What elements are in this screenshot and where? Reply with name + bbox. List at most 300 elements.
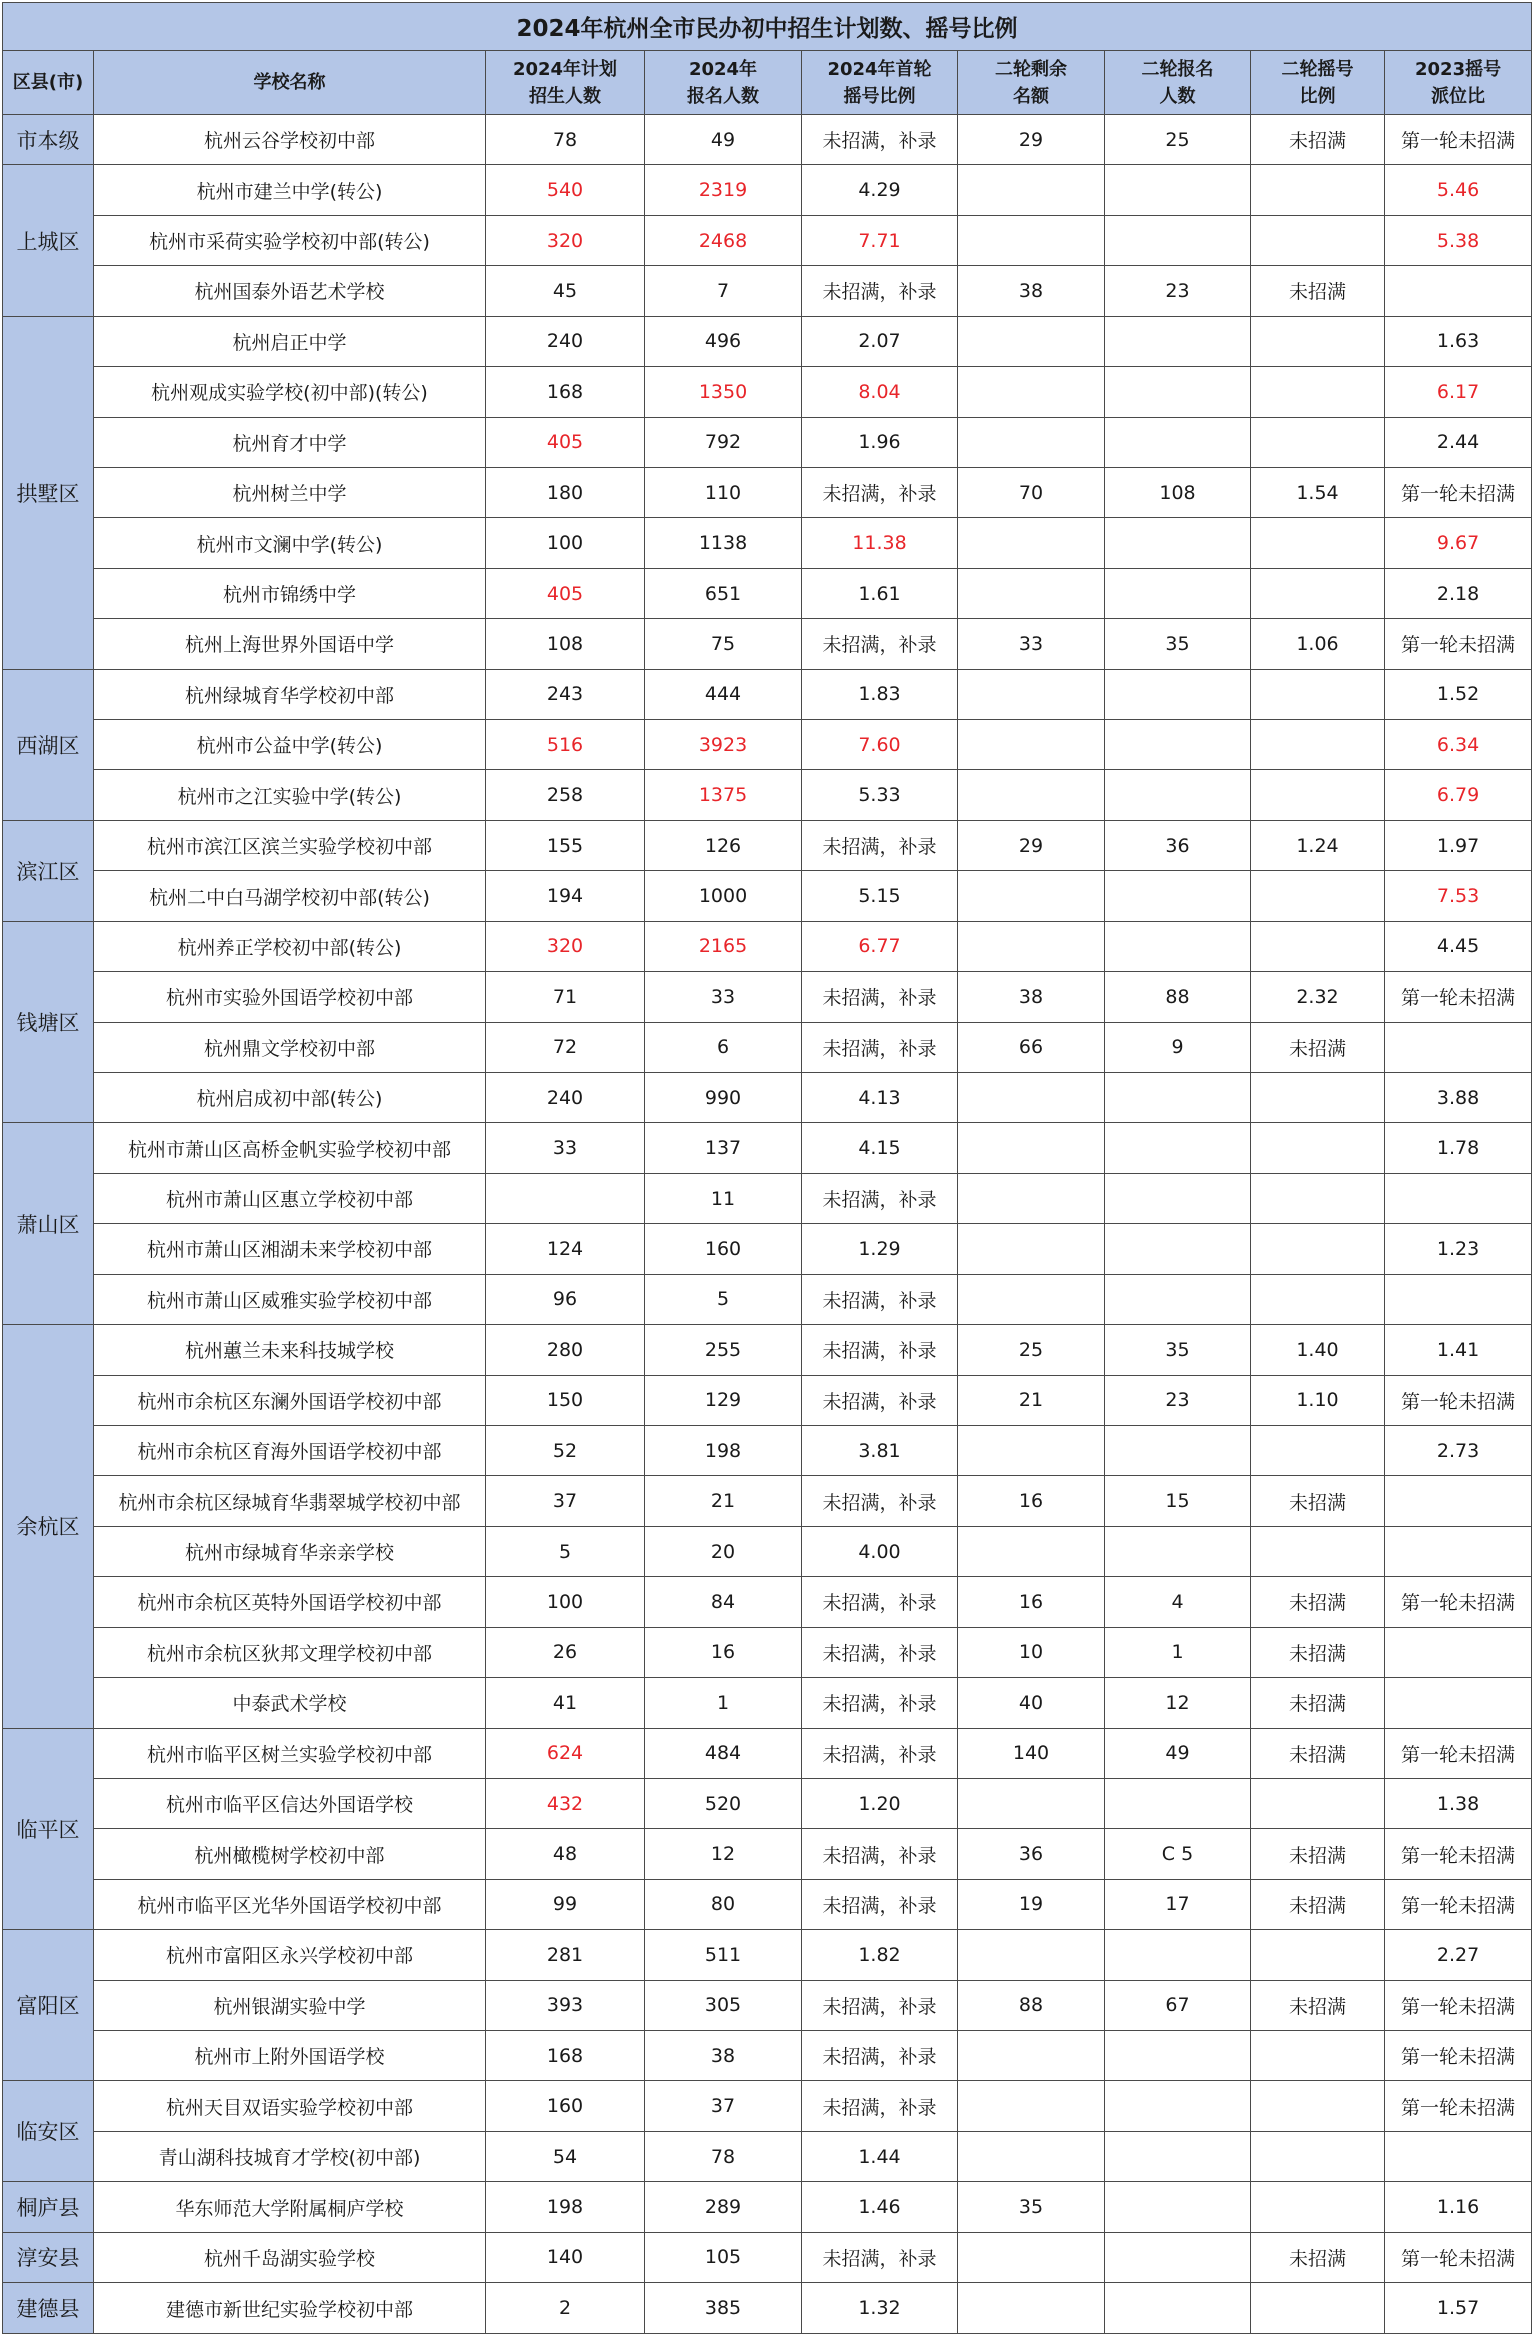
- first-ratio-cell: 4.15: [802, 1123, 958, 1173]
- table-row: [3, 518, 1532, 568]
- second-ratio-cell: 未招满: [1251, 1879, 1385, 1929]
- table-row: [3, 1930, 1532, 1980]
- first-ratio-cell: 未招满，补录: [802, 266, 958, 316]
- ratio-2023-cell: 3.88: [1385, 1073, 1532, 1123]
- plan-count-cell: 124: [486, 1224, 645, 1274]
- applicant-count-cell: 20: [645, 1526, 802, 1576]
- plan-count-cell: 168: [486, 2031, 645, 2081]
- second-applicants-cell: [1105, 2031, 1251, 2081]
- remaining-quota-cell: [958, 1123, 1105, 1173]
- remaining-quota-cell: 66: [958, 1022, 1105, 1072]
- second-ratio-cell: [1251, 215, 1385, 265]
- second-ratio-cell: 1.10: [1251, 1375, 1385, 1425]
- second-ratio-cell: [1251, 568, 1385, 618]
- school-name-cell: 杭州育才中学: [94, 417, 486, 467]
- remaining-quota-cell: [958, 1274, 1105, 1324]
- ratio-2023-cell: 6.79: [1385, 770, 1532, 820]
- ratio-2023-cell: 1.38: [1385, 1778, 1532, 1828]
- plan-count-cell: 72: [486, 1022, 645, 1072]
- table-row: [3, 1627, 1532, 1677]
- table-row: [3, 467, 1532, 517]
- second-applicants-cell: 25: [1105, 115, 1251, 165]
- second-applicants-cell: [1105, 1123, 1251, 1173]
- second-ratio-cell: [1251, 2131, 1385, 2181]
- ratio-2023-cell: 2.27: [1385, 1930, 1532, 1980]
- school-name-cell: 杭州千岛湖实验学校: [94, 2232, 486, 2282]
- remaining-quota-cell: [958, 518, 1105, 568]
- ratio-2023-cell: 1.16: [1385, 2182, 1532, 2232]
- remaining-quota-cell: 70: [958, 467, 1105, 517]
- table-row: [3, 2131, 1532, 2181]
- school-name-cell: 杭州市余杭区育海外国语学校初中部: [94, 1425, 486, 1475]
- second-ratio-cell: [1251, 669, 1385, 719]
- second-ratio-cell: 未招满: [1251, 1476, 1385, 1526]
- school-name-cell: 杭州鼎文学校初中部: [94, 1022, 486, 1072]
- second-applicants-cell: [1105, 1073, 1251, 1123]
- applicant-count-cell: 37: [645, 2081, 802, 2131]
- second-ratio-cell: [1251, 1123, 1385, 1173]
- ratio-2023-cell: 第一轮未招满: [1385, 1728, 1532, 1778]
- second-applicants-cell: [1105, 1173, 1251, 1223]
- header-first-ratio: 2024年首轮 摇号比例: [802, 51, 958, 115]
- remaining-quota-cell: [958, 417, 1105, 467]
- second-ratio-cell: [1251, 921, 1385, 971]
- table-row: [3, 1728, 1532, 1778]
- plan-count-cell: 45: [486, 266, 645, 316]
- school-name-cell: 杭州市余杭区东澜外国语学校初中部: [94, 1375, 486, 1425]
- second-applicants-cell: 23: [1105, 1375, 1251, 1425]
- first-ratio-cell: 未招满，补录: [802, 1476, 958, 1526]
- applicant-count-cell: 198: [645, 1425, 802, 1475]
- school-name-cell: 杭州二中白马湖学校初中部(转公): [94, 871, 486, 921]
- first-ratio-cell: 1.20: [802, 1778, 958, 1828]
- second-applicants-cell: [1105, 2182, 1251, 2232]
- ratio-2023-cell: 6.17: [1385, 367, 1532, 417]
- second-applicants-cell: [1105, 417, 1251, 467]
- first-ratio-cell: 未招满，补录: [802, 1678, 958, 1728]
- second-ratio-cell: [1251, 2182, 1385, 2232]
- second-ratio-cell: 未招满: [1251, 2232, 1385, 2282]
- remaining-quota-cell: 38: [958, 972, 1105, 1022]
- table-row: [3, 2182, 1532, 2232]
- second-applicants-cell: 15: [1105, 1476, 1251, 1526]
- applicant-count-cell: 444: [645, 669, 802, 719]
- plan-count-cell: 100: [486, 1577, 645, 1627]
- table-row: [3, 972, 1532, 1022]
- ratio-2023-cell: 5.46: [1385, 165, 1532, 215]
- ratio-2023-cell: 第一轮未招满: [1385, 467, 1532, 517]
- ratio-2023-cell: 1.23: [1385, 1224, 1532, 1274]
- school-name-cell: 建德市新世纪实验学校初中部: [94, 2283, 486, 2334]
- first-ratio-cell: 未招满，补录: [802, 1980, 958, 2030]
- plan-count-cell: 78: [486, 115, 645, 165]
- school-name-cell: 杭州银湖实验中学: [94, 1980, 486, 2030]
- first-ratio-cell: 1.44: [802, 2131, 958, 2181]
- district-cell: 临平区: [3, 1728, 94, 1930]
- second-applicants-cell: 36: [1105, 820, 1251, 870]
- remaining-quota-cell: [958, 568, 1105, 618]
- applicant-count-cell: 78: [645, 2131, 802, 2181]
- table-row: [3, 1526, 1532, 1576]
- second-ratio-cell: 未招满: [1251, 1678, 1385, 1728]
- ratio-2023-cell: 1.52: [1385, 669, 1532, 719]
- applicant-count-cell: 2165: [645, 921, 802, 971]
- plan-count-cell: 2: [486, 2283, 645, 2334]
- second-ratio-cell: 未招满: [1251, 1728, 1385, 1778]
- remaining-quota-cell: [958, 316, 1105, 366]
- table-row: [3, 1577, 1532, 1627]
- district-cell: 市本级: [3, 115, 94, 165]
- district-cell: 建德县: [3, 2283, 94, 2334]
- remaining-quota-cell: 33: [958, 619, 1105, 669]
- second-ratio-cell: [1251, 518, 1385, 568]
- applicant-count-cell: 126: [645, 820, 802, 870]
- table-row: [3, 1879, 1532, 1929]
- remaining-quota-cell: [958, 1425, 1105, 1475]
- ratio-2023-cell: 第一轮未招满: [1385, 2232, 1532, 2282]
- school-name-cell: 杭州市实验外国语学校初中部: [94, 972, 486, 1022]
- applicant-count-cell: 16: [645, 1627, 802, 1677]
- table-row: [3, 1123, 1532, 1173]
- plan-count-cell: 33: [486, 1123, 645, 1173]
- applicant-count-cell: 6: [645, 1022, 802, 1072]
- ratio-2023-cell: [1385, 1476, 1532, 1526]
- plan-count-cell: 280: [486, 1325, 645, 1375]
- plan-count-cell: 258: [486, 770, 645, 820]
- second-applicants-cell: 67: [1105, 1980, 1251, 2030]
- ratio-2023-cell: [1385, 1678, 1532, 1728]
- second-ratio-cell: 未招满: [1251, 1022, 1385, 1072]
- table-row: [3, 2031, 1532, 2081]
- school-name-cell: 杭州市公益中学(转公): [94, 720, 486, 770]
- second-applicants-cell: [1105, 1778, 1251, 1828]
- remaining-quota-cell: [958, 720, 1105, 770]
- table-row: [3, 619, 1532, 669]
- remaining-quota-cell: [958, 1073, 1105, 1123]
- applicant-count-cell: 49: [645, 115, 802, 165]
- second-applicants-cell: 12: [1105, 1678, 1251, 1728]
- school-name-cell: 杭州市绿城育华亲亲学校: [94, 1526, 486, 1576]
- table-row: [3, 1274, 1532, 1324]
- second-applicants-cell: [1105, 1930, 1251, 1980]
- second-ratio-cell: [1251, 1224, 1385, 1274]
- plan-count-cell: 5: [486, 1526, 645, 1576]
- district-cell: 拱墅区: [3, 316, 94, 669]
- second-applicants-cell: [1105, 1425, 1251, 1475]
- applicant-count-cell: 1375: [645, 770, 802, 820]
- plan-count-cell: 160: [486, 2081, 645, 2131]
- first-ratio-cell: 未招满，补录: [802, 2081, 958, 2131]
- second-applicants-cell: [1105, 568, 1251, 618]
- first-ratio-cell: 未招满，补录: [802, 1627, 958, 1677]
- table-row: [3, 2081, 1532, 2131]
- plan-count-cell: 393: [486, 1980, 645, 2030]
- first-ratio-cell: 5.33: [802, 770, 958, 820]
- plan-count-cell: 150: [486, 1375, 645, 1425]
- plan-count-cell: 180: [486, 467, 645, 517]
- table-row: [3, 1829, 1532, 1879]
- remaining-quota-cell: 29: [958, 820, 1105, 870]
- first-ratio-cell: 未招满，补录: [802, 1879, 958, 1929]
- applicant-count-cell: 255: [645, 1325, 802, 1375]
- applicant-count-cell: 651: [645, 568, 802, 618]
- remaining-quota-cell: [958, 2232, 1105, 2282]
- district-cell: 富阳区: [3, 1930, 94, 2081]
- district-cell: 滨江区: [3, 820, 94, 921]
- ratio-2023-cell: [1385, 1627, 1532, 1677]
- remaining-quota-cell: 16: [958, 1577, 1105, 1627]
- ratio-2023-cell: 2.73: [1385, 1425, 1532, 1475]
- second-applicants-cell: 108: [1105, 467, 1251, 517]
- plan-count-cell: 48: [486, 1829, 645, 1879]
- second-ratio-cell: 1.54: [1251, 467, 1385, 517]
- first-ratio-cell: 未招满，补录: [802, 1173, 958, 1223]
- applicant-count-cell: 1: [645, 1678, 802, 1728]
- table-row: [3, 568, 1532, 618]
- applicant-count-cell: 12: [645, 1829, 802, 1879]
- applicant-count-cell: 1138: [645, 518, 802, 568]
- header-applicants: 2024年 报名人数: [645, 51, 802, 115]
- remaining-quota-cell: [958, 1778, 1105, 1828]
- second-applicants-cell: 88: [1105, 972, 1251, 1022]
- school-name-cell: 杭州国泰外语艺术学校: [94, 266, 486, 316]
- applicant-count-cell: 105: [645, 2232, 802, 2282]
- table-row: [3, 1778, 1532, 1828]
- table-row: [3, 1425, 1532, 1475]
- plan-count-cell: 155: [486, 820, 645, 870]
- first-ratio-cell: 4.29: [802, 165, 958, 215]
- school-name-cell: 杭州市余杭区英特外国语学校初中部: [94, 1577, 486, 1627]
- school-name-cell: 杭州天目双语实验学校初中部: [94, 2081, 486, 2131]
- school-name-cell: 华东师范大学附属桐庐学校: [94, 2182, 486, 2232]
- district-cell: 余杭区: [3, 1325, 94, 1728]
- plan-count-cell: 108: [486, 619, 645, 669]
- ratio-2023-cell: 1.78: [1385, 1123, 1532, 1173]
- second-ratio-cell: 1.06: [1251, 619, 1385, 669]
- plan-count-cell: 99: [486, 1879, 645, 1929]
- remaining-quota-cell: [958, 165, 1105, 215]
- plan-count-cell: 281: [486, 1930, 645, 1980]
- table-row: [3, 1224, 1532, 1274]
- remaining-quota-cell: 35: [958, 2182, 1105, 2232]
- applicant-count-cell: 110: [645, 467, 802, 517]
- applicant-count-cell: 496: [645, 316, 802, 366]
- table-row: [3, 1325, 1532, 1375]
- second-applicants-cell: [1105, 316, 1251, 366]
- table-row: [3, 770, 1532, 820]
- first-ratio-cell: 1.46: [802, 2182, 958, 2232]
- first-ratio-cell: 1.32: [802, 2283, 958, 2334]
- second-applicants-cell: [1105, 2081, 1251, 2131]
- district-cell: 上城区: [3, 165, 94, 316]
- table-row: [3, 669, 1532, 719]
- second-applicants-cell: [1105, 720, 1251, 770]
- ratio-2023-cell: 第一轮未招满: [1385, 972, 1532, 1022]
- first-ratio-cell: 未招满，补录: [802, 619, 958, 669]
- second-ratio-cell: 未招满: [1251, 1980, 1385, 2030]
- second-applicants-cell: [1105, 2131, 1251, 2181]
- plan-count-cell: 516: [486, 720, 645, 770]
- remaining-quota-cell: [958, 367, 1105, 417]
- ratio-2023-cell: [1385, 266, 1532, 316]
- second-ratio-cell: 未招满: [1251, 266, 1385, 316]
- ratio-2023-cell: 1.97: [1385, 820, 1532, 870]
- table-row: [3, 1980, 1532, 2030]
- applicant-count-cell: 990: [645, 1073, 802, 1123]
- table-row: [3, 1476, 1532, 1526]
- ratio-2023-cell: 7.53: [1385, 871, 1532, 921]
- school-name-cell: 杭州市临平区树兰实验学校初中部: [94, 1728, 486, 1778]
- first-ratio-cell: 未招满，补录: [802, 1728, 958, 1778]
- applicant-count-cell: 484: [645, 1728, 802, 1778]
- first-ratio-cell: 未招满，补录: [802, 1577, 958, 1627]
- school-name-cell: 杭州观成实验学校(初中部)(转公): [94, 367, 486, 417]
- second-ratio-cell: 未招满: [1251, 1627, 1385, 1677]
- header-plan: 2024年计划 招生人数: [486, 51, 645, 115]
- header-2023-ratio: 2023摇号 派位比: [1385, 51, 1532, 115]
- plan-count-cell: 405: [486, 568, 645, 618]
- first-ratio-cell: 4.13: [802, 1073, 958, 1123]
- first-ratio-cell: 未招满，补录: [802, 467, 958, 517]
- plan-count-cell: 624: [486, 1728, 645, 1778]
- second-ratio-cell: [1251, 1930, 1385, 1980]
- school-name-cell: 杭州市余杭区绿城育华翡翠城学校初中部: [94, 1476, 486, 1526]
- first-ratio-cell: 7.71: [802, 215, 958, 265]
- applicant-count-cell: 11: [645, 1173, 802, 1223]
- second-ratio-cell: [1251, 2031, 1385, 2081]
- school-name-cell: 杭州市余杭区狄邦文理学校初中部: [94, 1627, 486, 1677]
- table-row: [3, 316, 1532, 366]
- applicant-count-cell: 38: [645, 2031, 802, 2081]
- first-ratio-cell: 7.60: [802, 720, 958, 770]
- second-ratio-cell: 未招满: [1251, 115, 1385, 165]
- plan-count-cell: 405: [486, 417, 645, 467]
- district-cell: 钱塘区: [3, 921, 94, 1123]
- plan-count-cell: 71: [486, 972, 645, 1022]
- school-name-cell: 中泰武术学校: [94, 1678, 486, 1728]
- applicant-count-cell: 2319: [645, 165, 802, 215]
- ratio-2023-cell: 第一轮未招满: [1385, 2031, 1532, 2081]
- school-name-cell: 杭州橄榄树学校初中部: [94, 1829, 486, 1879]
- table-row: [3, 921, 1532, 971]
- second-ratio-cell: [1251, 2283, 1385, 2334]
- table-row: [3, 115, 1532, 165]
- ratio-2023-cell: 1.41: [1385, 1325, 1532, 1375]
- first-ratio-cell: 未招满，补录: [802, 1022, 958, 1072]
- remaining-quota-cell: [958, 1930, 1105, 1980]
- plan-count-cell: 96: [486, 1274, 645, 1324]
- second-applicants-cell: [1105, 1274, 1251, 1324]
- ratio-2023-cell: 第一轮未招满: [1385, 2081, 1532, 2131]
- plan-count-cell: 41: [486, 1678, 645, 1728]
- first-ratio-cell: 1.96: [802, 417, 958, 467]
- ratio-2023-cell: 第一轮未招满: [1385, 115, 1532, 165]
- remaining-quota-cell: [958, 2031, 1105, 2081]
- applicant-count-cell: 7: [645, 266, 802, 316]
- applicant-count-cell: 33: [645, 972, 802, 1022]
- first-ratio-cell: 未招满，补录: [802, 1274, 958, 1324]
- second-ratio-cell: [1251, 1778, 1385, 1828]
- second-applicants-cell: [1105, 2283, 1251, 2334]
- first-ratio-cell: 5.15: [802, 871, 958, 921]
- school-name-cell: 杭州树兰中学: [94, 467, 486, 517]
- school-name-cell: 杭州市萧山区威雅实验学校初中部: [94, 1274, 486, 1324]
- second-ratio-cell: [1251, 1073, 1385, 1123]
- plan-count-cell: 54: [486, 2131, 645, 2181]
- remaining-quota-cell: [958, 215, 1105, 265]
- applicant-count-cell: 520: [645, 1778, 802, 1828]
- table-row: [3, 2283, 1532, 2334]
- ratio-2023-cell: 6.34: [1385, 720, 1532, 770]
- remaining-quota-cell: [958, 669, 1105, 719]
- table-row: [3, 820, 1532, 870]
- ratio-2023-cell: 4.45: [1385, 921, 1532, 971]
- second-applicants-cell: [1105, 871, 1251, 921]
- remaining-quota-cell: 19: [958, 1879, 1105, 1929]
- remaining-quota-cell: [958, 770, 1105, 820]
- applicant-count-cell: 84: [645, 1577, 802, 1627]
- ratio-2023-cell: 第一轮未招满: [1385, 1829, 1532, 1879]
- applicant-count-cell: 160: [645, 1224, 802, 1274]
- applicant-count-cell: 1350: [645, 367, 802, 417]
- remaining-quota-cell: 140: [958, 1728, 1105, 1778]
- second-applicants-cell: 49: [1105, 1728, 1251, 1778]
- second-ratio-cell: [1251, 165, 1385, 215]
- school-name-cell: 杭州启成初中部(转公): [94, 1073, 486, 1123]
- plan-count-cell: 140: [486, 2232, 645, 2282]
- second-ratio-cell: 1.40: [1251, 1325, 1385, 1375]
- school-name-cell: 杭州上海世界外国语中学: [94, 619, 486, 669]
- plan-count-cell: 52: [486, 1425, 645, 1475]
- ratio-2023-cell: 第一轮未招满: [1385, 1980, 1532, 2030]
- school-name-cell: 杭州启正中学: [94, 316, 486, 366]
- first-ratio-cell: 6.77: [802, 921, 958, 971]
- first-ratio-cell: 3.81: [802, 1425, 958, 1475]
- remaining-quota-cell: [958, 871, 1105, 921]
- second-applicants-cell: [1105, 1224, 1251, 1274]
- school-name-cell: 杭州市锦绣中学: [94, 568, 486, 618]
- district-cell: 萧山区: [3, 1123, 94, 1325]
- school-name-cell: 杭州市上附外国语学校: [94, 2031, 486, 2081]
- second-applicants-cell: [1105, 165, 1251, 215]
- second-applicants-cell: [1105, 2232, 1251, 2282]
- school-name-cell: 杭州养正学校初中部(转公): [94, 921, 486, 971]
- applicant-count-cell: 129: [645, 1375, 802, 1425]
- second-ratio-cell: [1251, 316, 1385, 366]
- second-applicants-cell: 23: [1105, 266, 1251, 316]
- school-name-cell: 杭州市萧山区惠立学校初中部: [94, 1173, 486, 1223]
- plan-count-cell: 320: [486, 215, 645, 265]
- remaining-quota-cell: [958, 2081, 1105, 2131]
- first-ratio-cell: 未招满，补录: [802, 2031, 958, 2081]
- second-applicants-cell: [1105, 367, 1251, 417]
- district-cell: 淳安县: [3, 2232, 94, 2282]
- ratio-2023-cell: [1385, 1274, 1532, 1324]
- table-row: [3, 367, 1532, 417]
- school-name-cell: 杭州市采荷实验学校初中部(转公): [94, 215, 486, 265]
- ratio-2023-cell: 第一轮未招满: [1385, 1375, 1532, 1425]
- district-cell: 临安区: [3, 2081, 94, 2182]
- first-ratio-cell: 未招满，补录: [802, 972, 958, 1022]
- plan-count-cell: 240: [486, 1073, 645, 1123]
- header-second-applicants: 二轮报名 人数: [1105, 51, 1251, 115]
- plan-count-cell: 194: [486, 871, 645, 921]
- table-row: [3, 2232, 1532, 2282]
- applicant-count-cell: 2468: [645, 215, 802, 265]
- applicant-count-cell: 385: [645, 2283, 802, 2334]
- school-name-cell: 杭州绿城育华学校初中部: [94, 669, 486, 719]
- first-ratio-cell: 1.61: [802, 568, 958, 618]
